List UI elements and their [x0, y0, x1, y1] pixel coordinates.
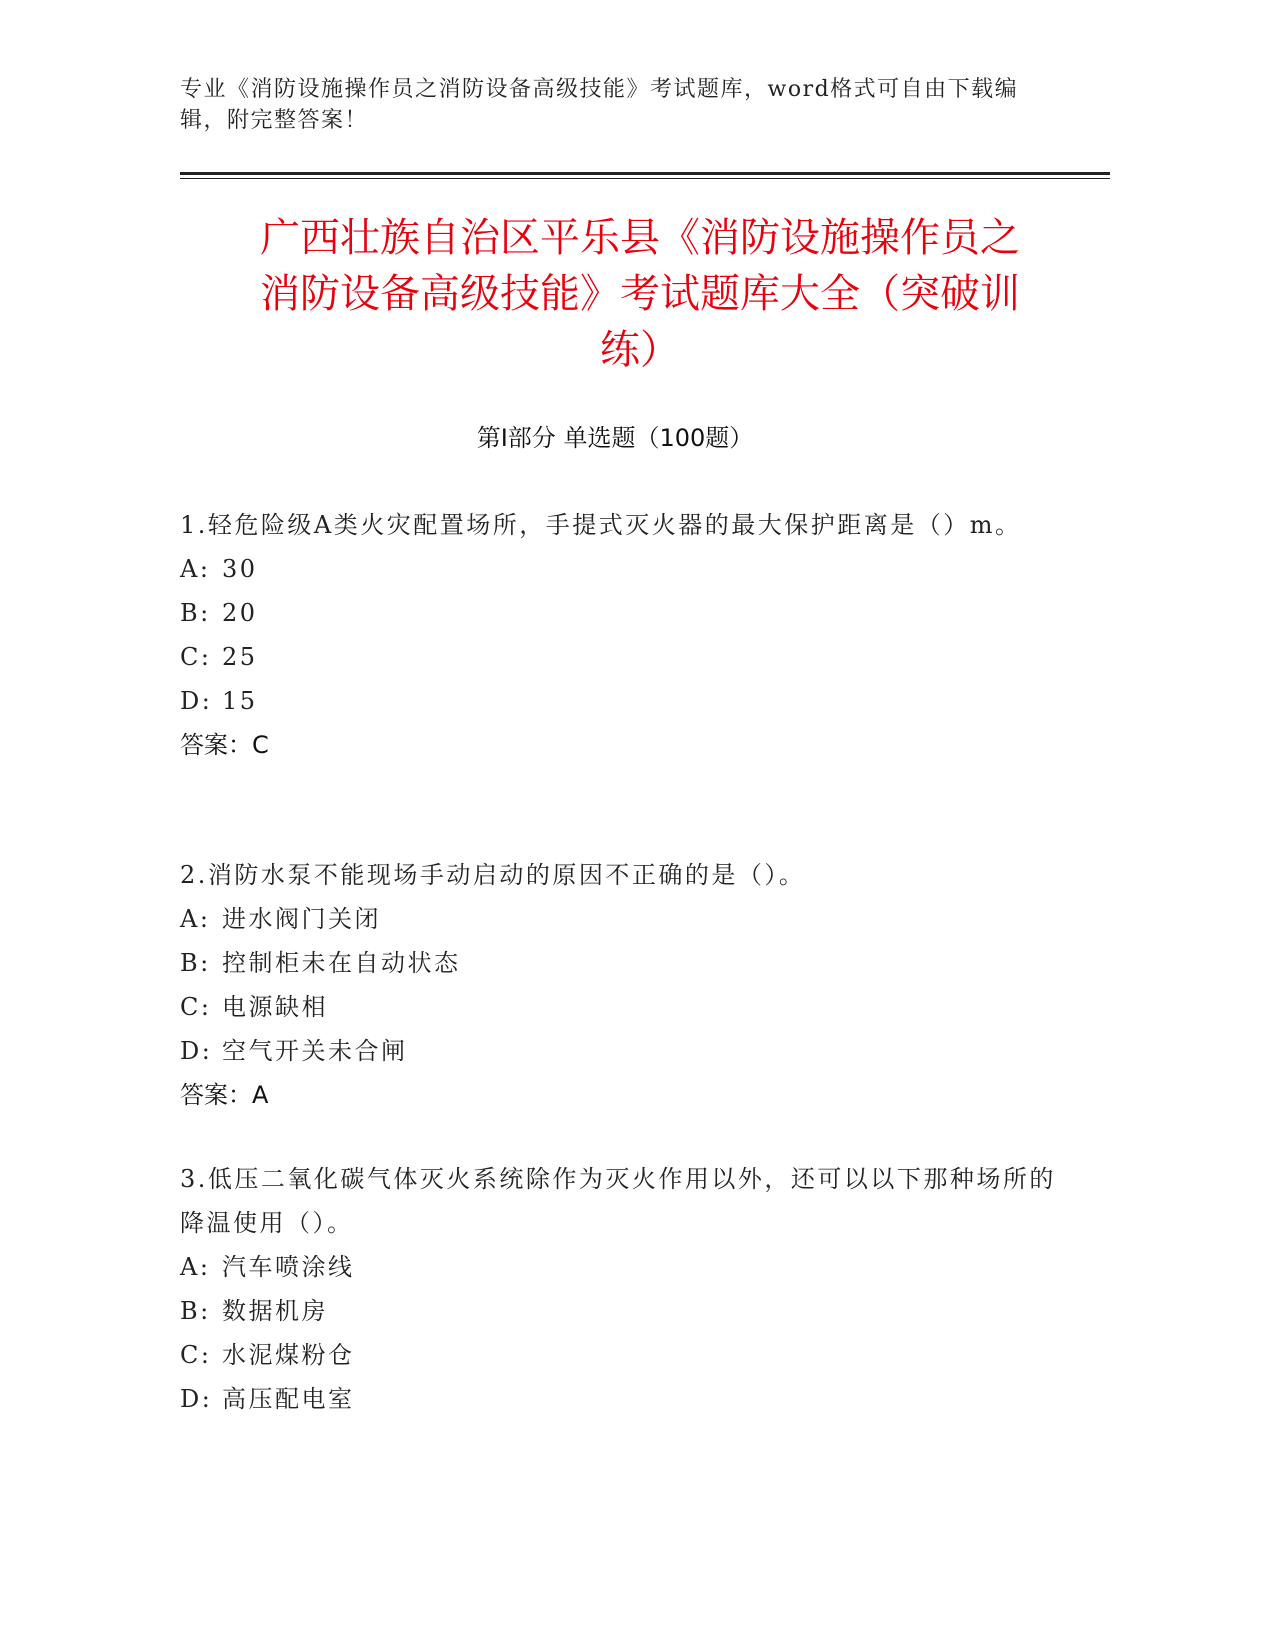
option-text: 进水阀门关闭	[222, 905, 381, 933]
question-stem: 1.轻危险级A类火灾配置场所，手提式灭火器的最大保护距离是（）m。	[180, 511, 1022, 539]
header-divider-thin	[180, 178, 1110, 179]
option-c	[180, 985, 1080, 1029]
option-a	[180, 1245, 1080, 1289]
option-text: 15	[222, 687, 258, 715]
option-text: 水泥煤粉仓	[222, 1341, 355, 1369]
question-item	[180, 1157, 1080, 1421]
option-key: B:	[180, 949, 211, 977]
option-key: D:	[180, 1385, 213, 1413]
title-line-2: 消防设备高级技能》考试题库大全（突破训	[260, 271, 1020, 317]
header-divider-thick	[180, 172, 1110, 175]
option-b	[180, 941, 1080, 985]
question-stem: 2.消防水泵不能现场手动启动的原因不正确的是（）。	[180, 861, 806, 889]
option-text: 30	[222, 555, 258, 583]
option-key: B:	[180, 599, 211, 627]
option-d	[180, 1029, 1080, 1073]
option-d	[180, 679, 1080, 723]
answer-line: 答案：A	[180, 1081, 269, 1109]
document-title	[150, 210, 1130, 378]
section-heading: 第Ⅰ部分 单选题（100题）	[476, 424, 754, 452]
question-item	[180, 853, 1080, 1117]
option-a	[180, 897, 1080, 941]
option-text: 高压配电室	[222, 1385, 355, 1413]
question-stem: 3.低压二氧化碳气体灭火系统除作为灭火作用以外，还可以以下那种场所的降温使用（）。	[180, 1165, 1056, 1237]
option-key: C:	[180, 993, 212, 1021]
title-line-1: 广西壮族自治区平乐县《消防设施操作员之	[260, 215, 1020, 261]
option-key: D:	[180, 1037, 213, 1065]
option-text: 25	[222, 643, 258, 671]
option-c	[180, 635, 1080, 679]
option-text: 汽车喷涂线	[222, 1253, 355, 1281]
option-key: A:	[180, 905, 211, 933]
option-text: 电源缺相	[222, 993, 328, 1021]
option-key: C:	[180, 643, 212, 671]
option-key: D:	[180, 687, 213, 715]
option-key: A:	[180, 1253, 211, 1281]
option-d	[180, 1377, 1080, 1421]
option-a	[180, 547, 1080, 591]
option-text: 空气开关未合闸	[222, 1037, 408, 1065]
option-b	[180, 1289, 1080, 1333]
option-text: 控制柜未在自动状态	[222, 949, 461, 977]
answer-line: 答案：C	[180, 731, 269, 759]
header-note: 专业《消防设施操作员之消防设备高级技能》考试题库，word格式可自由下载编辑，附完整答案！	[180, 77, 1019, 133]
option-b	[180, 591, 1080, 635]
option-key: B:	[180, 1297, 211, 1325]
option-text: 20	[222, 599, 258, 627]
option-key: A:	[180, 555, 211, 583]
option-key: C:	[180, 1341, 212, 1369]
question-item	[180, 503, 1080, 767]
title-line-3: 练）	[600, 327, 680, 373]
option-text: 数据机房	[222, 1297, 328, 1325]
option-c	[180, 1333, 1080, 1377]
